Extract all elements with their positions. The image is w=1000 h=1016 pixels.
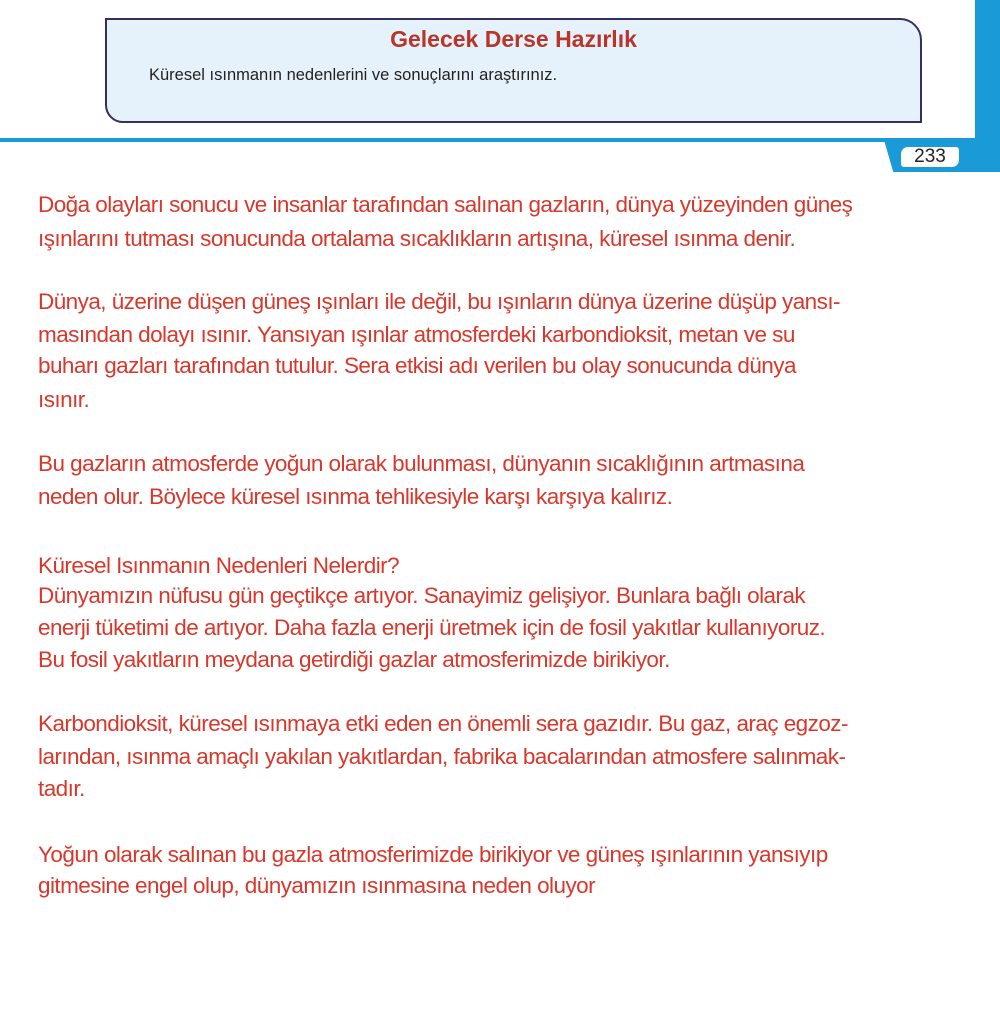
section-heading: Küresel Isınmanın Nedenleri Nelerdir? (38, 553, 400, 578)
text-line: ısınır. (38, 387, 90, 412)
text-line: Dünya, üzerine düşen güneş ışınları ile değil, bu ışınların dünya üzerine düşüp yansı- (38, 289, 840, 314)
box-title: Gelecek Derse Hazırlık (390, 26, 637, 52)
text-line: larından, ısınma amaçlı yakılan yakıtlardan, fabrika bacalarından atmosfere salınmak- (38, 744, 846, 769)
text-line: enerji tüketimi de artıyor. Daha fazla enerji üretmek için de fosil yakıtlar kullanıyoruz. (38, 615, 826, 640)
text-line: masından dolayı ısınır. Yansıyan ışınlar atmosferdeki karbondioksit, metan ve su (38, 322, 795, 347)
text-line: Bu gazların atmosferde yoğun olarak bulunması, dünyanın sıcaklığının artmasına (38, 451, 805, 476)
text-line: neden olur. Böylece küresel ısınma tehlikesiyle karşı karşıya kalırız. (38, 484, 673, 509)
text-line: buharı gazları tarafından tutulur. Sera etkisi adı verilen bu olay sonucunda dünya (38, 353, 796, 378)
page-number: 233 (901, 147, 959, 167)
page-edge-bar (975, 0, 1000, 142)
next-lesson-box (105, 18, 922, 123)
text-line: Karbondioksit, küresel ısınmaya etki eden en önemli sera gazıdır. Bu gaz, araç egzoz- (38, 711, 848, 736)
box-text: Küresel ısınmanın nedenlerini ve sonuçlarını araştırınız. (149, 66, 558, 84)
header-divider (0, 138, 1000, 142)
text-line: Bu fosil yakıtların meydana getirdiği gazlar atmosferimizde birikiyor. (38, 647, 670, 672)
text-line: Yoğun olarak salınan bu gazla atmosferimizde birikiyor ve güneş ışınlarının yansıyıp (38, 842, 828, 867)
text-line: Dünyamızın nüfusu gün geçtikçe artıyor. Sanayimiz gelişiyor. Bunlara bağlı olarak (38, 583, 806, 608)
text-line: tadır. (38, 776, 85, 801)
text-line: ışınlarını tutması sonucunda ortalama sıcaklıkların artışına, küresel ısınma denir. (38, 226, 796, 251)
text-line: Doğa olayları sonucu ve insanlar tarafından salınan gazların, dünya yüzeyinden güneş (38, 192, 853, 217)
text-line: gitmesine engel olup, dünyamızın ısınmasına neden oluyor (38, 873, 596, 898)
